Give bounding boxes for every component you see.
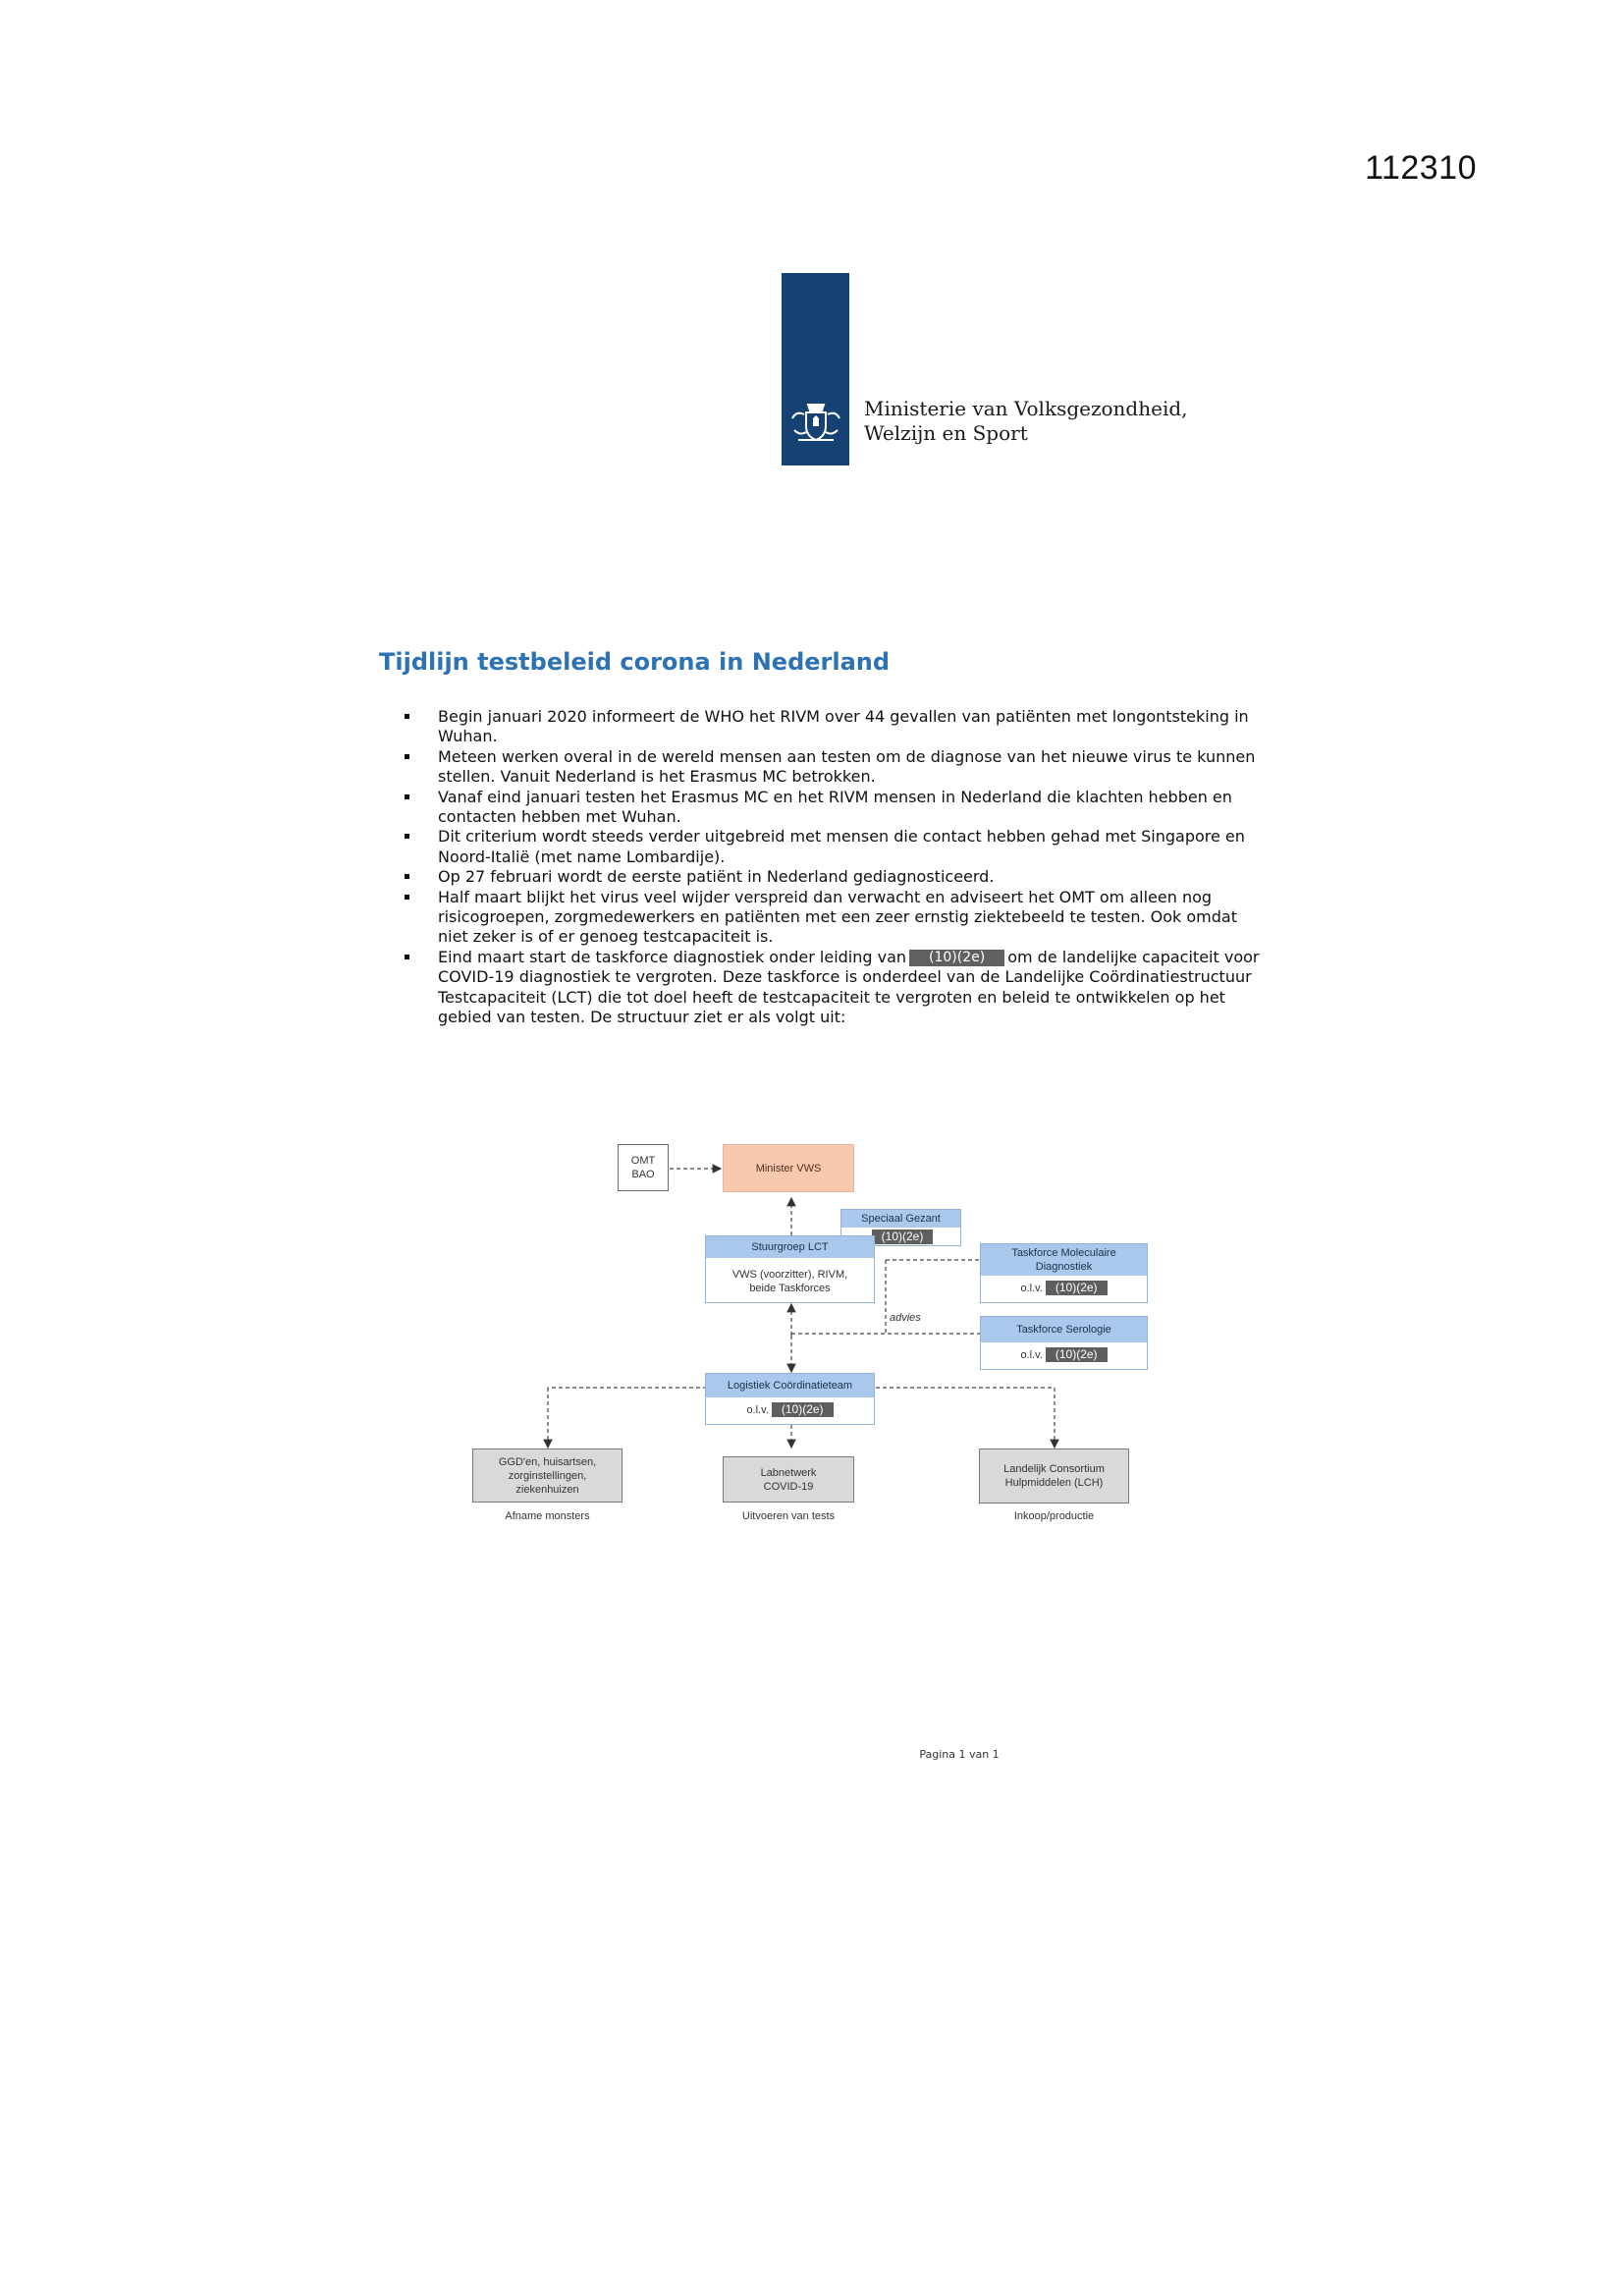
stuurgroep-line: VWS (voorzitter), RIVM, — [731, 1268, 848, 1281]
taskforce-moleculaire-header — [981, 1244, 1147, 1276]
omt-bao-box — [618, 1144, 669, 1191]
redaction-mark: (10)(2e) — [1046, 1281, 1108, 1295]
stuurgroep-line: beide Taskforces — [749, 1282, 831, 1294]
redaction-mark: (10)(2e) — [772, 1402, 834, 1417]
labnetwerk-box — [723, 1456, 854, 1503]
ministry-name-line1: Ministerie van Volksgezondheid, — [864, 397, 1188, 420]
timeline-item: Half maart blijkt het virus veel wijder verspreid dan verwacht en adviseert het OMT om alleen nog risicogroepen, zorgmedewerkers en patiënten met een zeer ernstig ziektebeeld te testen. Ook omdat niet zeker is of er genoeg testcapaciteit is. — [405, 888, 1269, 948]
labnetwerk-line: COVID-19 — [763, 1480, 814, 1493]
logistiek-header: Logistiek Coördinatieteam — [706, 1374, 874, 1397]
redaction-mark: (10)(2e) — [1046, 1347, 1108, 1362]
caption-uitvoeren: Uitvoeren van tests — [741, 1510, 836, 1522]
caption-inkoop: Inkoop/productie — [1013, 1510, 1095, 1522]
advies-label: advies — [890, 1312, 921, 1324]
logistiek-coordinatieteam-box — [705, 1373, 875, 1425]
minister-vws-box: Minister VWS — [723, 1144, 854, 1192]
bao-label: BAO — [631, 1169, 655, 1180]
page-title: Tijdlijn testbeleid corona in Nederland — [379, 648, 891, 676]
timeline-item-last — [405, 948, 1269, 1028]
taskforce-serologie-header: Taskforce Serologie — [981, 1317, 1147, 1342]
timeline-item: Dit criterium wordt steeds verder uitgebreid met mensen die contact hebben gehad met Singapore en Noord-Italië (met name Lombardije). — [405, 827, 1269, 867]
taskforce-moleculaire-box — [980, 1243, 1148, 1303]
crest-icon — [786, 391, 845, 450]
timeline-list — [405, 707, 1269, 1028]
speciaal-gezant-header: Speciaal Gezant — [841, 1210, 960, 1228]
taskforce-moleculaire-line: Diagnostiek — [1035, 1261, 1093, 1273]
redaction-mark: (10)(2e) — [909, 950, 1004, 966]
timeline-text-after: om de landelijke capaciteit voor COVID-19 diagnostiek te vergroten. Deze taskforce is onderdeel van de Landelijke Coördinatiestructuur Testcapaciteit (LCT) die tot doel heeft de testcapaciteit te vergroten en beleid te ontwikkelen op het gebied van testen. De structuur ziet er als volgt uit: — [438, 947, 1260, 1027]
ggd-line: zorginstellingen, — [508, 1469, 587, 1482]
labnetwerk-line: Labnetwerk — [760, 1466, 817, 1479]
ggd-line: GGD'en, huisartsen, — [498, 1455, 597, 1468]
lch-line: Hulpmiddelen (LCH) — [1004, 1477, 1104, 1489]
timeline-item: Meteen werken overal in de wereld mensen aan testen om de diagnose van het nieuwe virus te kunnen stellen. Vanuit Nederland is het Erasmus MC betrokken. — [405, 747, 1269, 788]
page-footer: Pagina 1 van 1 — [919, 1748, 1000, 1761]
olv-label: o.l.v. — [746, 1403, 769, 1416]
stuurgroep-header: Stuurgroep LCT — [706, 1236, 874, 1258]
olv-label: o.l.v. — [1020, 1348, 1043, 1361]
timeline-item: Begin januari 2020 informeert de WHO het RIVM over 44 gevallen van patiënten met longontsteking in Wuhan. — [405, 707, 1269, 747]
lch-line: Landelijk Consortium — [1003, 1463, 1105, 1475]
document-number: 112310 — [1365, 149, 1477, 187]
redaction-mark: (10)(2e) — [872, 1230, 934, 1244]
timeline-text-before: Eind maart start de taskforce diagnostiek onder leiding van — [438, 947, 907, 966]
taskforce-moleculaire-line: Taskforce Moleculaire — [1011, 1247, 1116, 1259]
ggd-line: ziekenhuizen — [515, 1483, 579, 1496]
stuurgroep-lct-box — [705, 1235, 875, 1303]
ministry-name — [864, 397, 1188, 446]
ggd-box — [472, 1449, 623, 1503]
lch-box — [979, 1449, 1129, 1503]
timeline-item: Op 27 februari wordt de eerste patiënt in Nederland gediagnosticeerd. — [405, 867, 1269, 887]
ministry-name-line2: Welzijn en Sport — [864, 421, 1028, 445]
olv-label: o.l.v. — [1020, 1282, 1043, 1294]
taskforce-serologie-box — [980, 1316, 1148, 1370]
omt-label: OMT — [630, 1155, 656, 1167]
caption-afname: Afname monsters — [505, 1510, 590, 1522]
timeline-item: Vanaf eind januari testen het Erasmus MC en het RIVM mensen in Nederland die klachten hebben en contacten hebben met Wuhan. — [405, 788, 1269, 828]
